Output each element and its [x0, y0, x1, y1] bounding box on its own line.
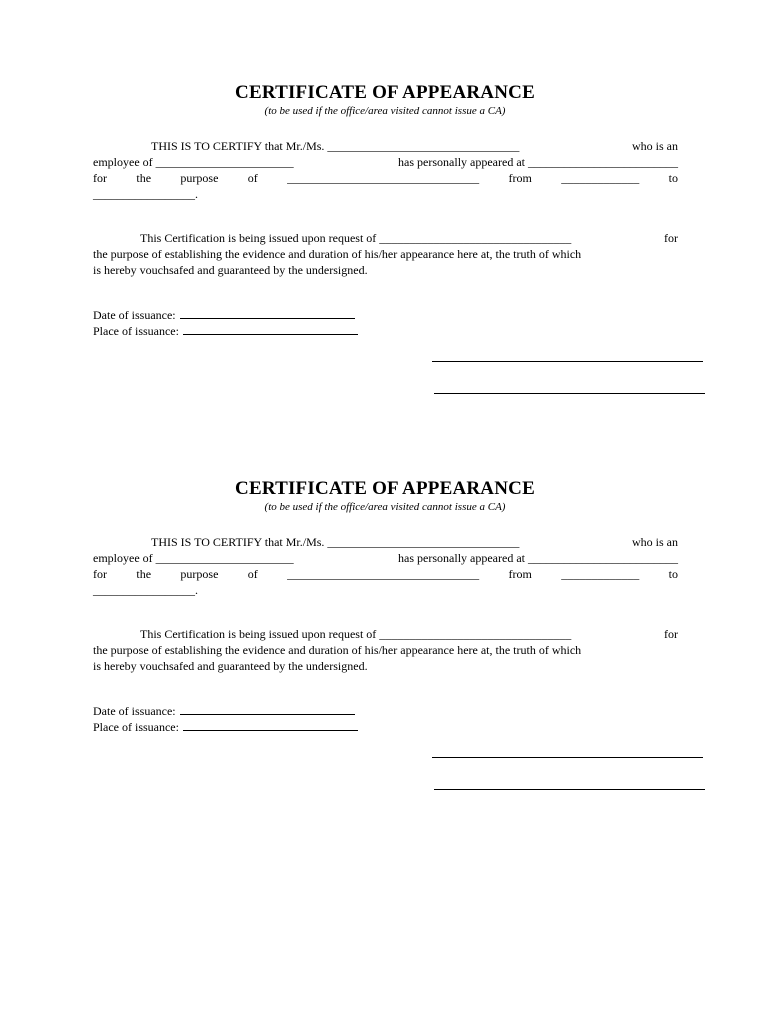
certify-word: of: [247, 171, 258, 185]
certify-word: from: [508, 171, 532, 185]
from-blank: _____________: [561, 567, 640, 581]
date-of-issuance-label: Date of issuance:: [93, 308, 176, 322]
certify-line-1-end: who is an: [632, 139, 678, 153]
request-line-1-end: for: [664, 231, 678, 245]
place-of-issuance-line[interactable]: [183, 719, 358, 731]
request-line-1-end: for: [664, 627, 678, 641]
certify-word: the: [136, 171, 152, 185]
date-of-issuance-label: Date of issuance:: [93, 704, 176, 718]
certify-line-2: employee of _______________________: [93, 551, 294, 565]
certify-paragraph: [93, 138, 678, 202]
certify-word: for: [93, 171, 107, 185]
certify-word: to: [668, 171, 678, 185]
certify-word: for: [93, 567, 107, 581]
date-of-issuance-line[interactable]: [180, 307, 355, 319]
certify-line-1: THIS IS TO CERTIFY that Mr./Ms. ________________________________: [151, 139, 520, 153]
certify-word: of: [247, 567, 258, 581]
date-of-issuance-field[interactable]: [93, 307, 355, 323]
designation-line[interactable]: [434, 393, 705, 394]
certify-line-2-end: has personally appeared at _________________________: [398, 155, 678, 169]
purpose-blank: ________________________________: [287, 567, 480, 581]
certify-line-1-end: who is an: [632, 535, 678, 549]
to-blank: _________________.: [93, 583, 198, 597]
date-of-issuance-field[interactable]: [93, 703, 355, 719]
certify-word: purpose: [180, 567, 219, 581]
request-line-3: is hereby vouchsafed and guaranteed by the undersigned.: [93, 659, 368, 673]
signature-line[interactable]: [432, 361, 703, 362]
certify-word: purpose: [180, 171, 219, 185]
date-of-issuance-line[interactable]: [180, 703, 355, 715]
request-paragraph: [93, 626, 678, 674]
to-blank: _________________.: [93, 187, 198, 201]
certificate-subtitle: (to be used if the office/area visited cannot issue a CA): [264, 501, 506, 513]
certify-word: from: [508, 567, 532, 581]
from-blank: _____________: [561, 171, 640, 185]
request-line-2: the purpose of establishing the evidence and duration of his/her appearance here at, the truth of which: [93, 247, 582, 261]
request-line-2: the purpose of establishing the evidence and duration of his/her appearance here at, the truth of which: [93, 643, 582, 657]
certificate-title: CERTIFICATE OF APPEARANCE: [235, 82, 535, 103]
certificate-subtitle: (to be used if the office/area visited cannot issue a CA): [264, 105, 506, 117]
place-of-issuance-line[interactable]: [183, 323, 358, 335]
certify-line-2-end: has personally appeared at _________________________: [398, 551, 678, 565]
place-of-issuance-label: Place of issuance:: [93, 324, 179, 338]
place-of-issuance-field[interactable]: [93, 719, 358, 735]
request-line-1: This Certification is being issued upon request of ________________________________: [140, 627, 572, 641]
certify-paragraph: [93, 534, 678, 598]
request-line-1: This Certification is being issued upon request of ________________________________: [140, 231, 572, 245]
purpose-blank: ________________________________: [287, 171, 480, 185]
signature-line[interactable]: [432, 757, 703, 758]
request-line-3: is hereby vouchsafed and guaranteed by the undersigned.: [93, 263, 368, 277]
certify-word: to: [668, 567, 678, 581]
certify-line-1: THIS IS TO CERTIFY that Mr./Ms. ________________________________: [151, 535, 520, 549]
place-of-issuance-label: Place of issuance:: [93, 720, 179, 734]
certify-word: the: [136, 567, 152, 581]
certificate-title: CERTIFICATE OF APPEARANCE: [235, 478, 535, 499]
designation-line[interactable]: [434, 789, 705, 790]
certify-line-2: employee of _______________________: [93, 155, 294, 169]
request-paragraph: [93, 230, 678, 278]
place-of-issuance-field[interactable]: [93, 323, 358, 339]
